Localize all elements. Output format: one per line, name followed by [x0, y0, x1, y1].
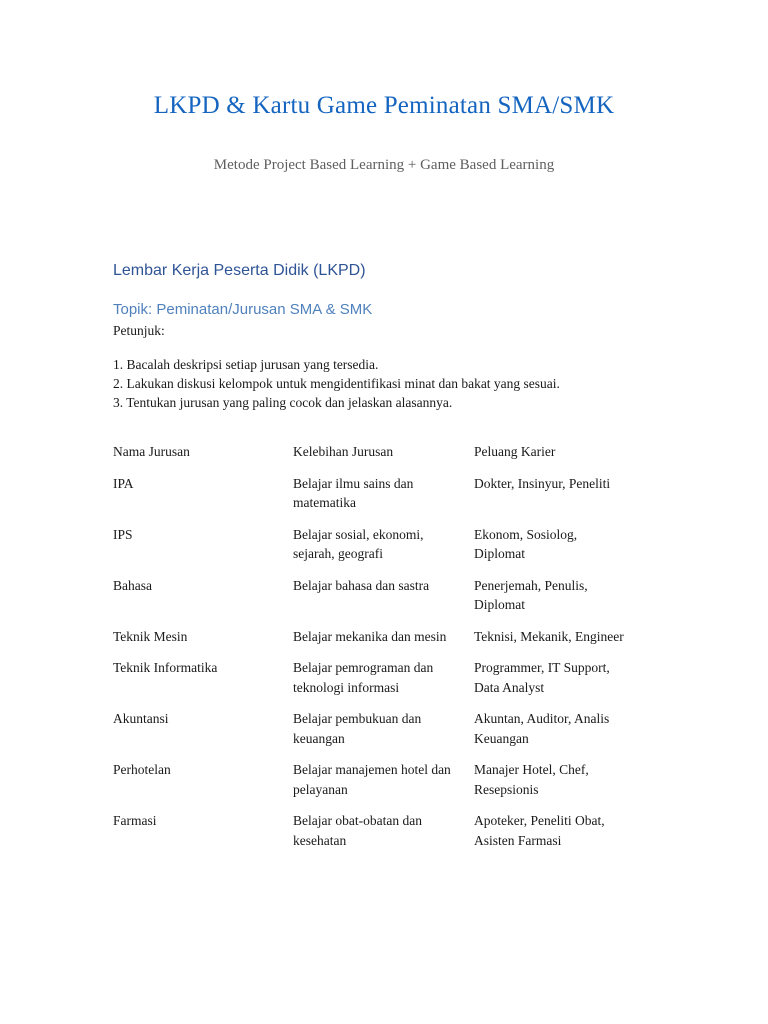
cell-career-opportunity	[474, 760, 639, 811]
cell-text: IPA	[113, 475, 134, 491]
instructions-list	[113, 355, 560, 412]
table-row	[113, 811, 639, 862]
cell-major-advantage	[293, 627, 474, 659]
cell-major-name	[113, 709, 293, 760]
column-header-major-name	[113, 442, 293, 474]
cell-major-name	[113, 627, 293, 659]
table-row	[113, 658, 639, 709]
column-header-career-opportunity	[474, 442, 639, 474]
table-row	[113, 760, 639, 811]
column-header-major-advantage	[293, 442, 474, 474]
instruction-item: 2. Lakukan diskusi kelompok untuk mengidentifikasi minat dan bakat yang sesuai.	[113, 376, 560, 391]
document-subtitle: Metode Project Based Learning + Game Based Learning	[213, 157, 555, 173]
cell-text: Belajar manajemen hotel dan pelayanan	[293, 762, 451, 797]
cell-major-name	[113, 811, 293, 862]
cell-text: Apoteker, Peneliti Obat, Asisten Farmasi	[474, 813, 605, 848]
cell-text: Belajar sosial, ekonomi, sejarah, geografi	[293, 526, 424, 561]
cell-major-advantage	[293, 576, 474, 627]
cell-career-opportunity	[474, 627, 639, 659]
cell-major-advantage	[293, 525, 474, 576]
cell-major-name	[113, 474, 293, 525]
instructions-label: Petunjuk:	[113, 323, 165, 338]
cell-text: Teknik Mesin	[113, 628, 188, 644]
cell-text: Manajer Hotel, Chef, Resepsionis	[474, 762, 589, 797]
cell-text: Belajar pemrograman dan teknologi informasi	[293, 660, 434, 695]
cell-career-opportunity	[474, 658, 639, 709]
cell-major-advantage	[293, 658, 474, 709]
topic-heading: Topik: Peminatan/Jurusan SMA & SMK	[113, 301, 373, 318]
column-header-text: Nama Jurusan	[113, 444, 190, 459]
cell-major-name	[113, 525, 293, 576]
cell-career-opportunity	[474, 525, 639, 576]
cell-text: Teknik Informatika	[113, 660, 218, 675]
table-row	[113, 576, 639, 627]
cell-career-opportunity	[474, 811, 639, 862]
cell-text: Dokter, Insinyur, Peneliti	[474, 475, 611, 491]
cell-major-advantage	[293, 811, 474, 862]
table-row	[113, 525, 639, 576]
cell-text: Belajar bahasa dan sastra	[293, 577, 430, 593]
cell-text: IPS	[113, 526, 133, 542]
cell-text: Belajar ilmu sains dan matematika	[293, 475, 414, 510]
cell-text: Akuntansi	[113, 711, 169, 726]
cell-text: Perhotelan	[113, 762, 171, 777]
column-header-text: Peluang Karier	[474, 444, 556, 459]
cell-text: Akuntan, Auditor, Analis Keuangan	[474, 711, 610, 746]
cell-text: Ekonom, Sosiolog, Diplomat	[474, 526, 578, 561]
cell-major-name	[113, 760, 293, 811]
cell-text: Belajar pembukuan dan keuangan	[293, 711, 422, 746]
cell-text: Belajar mekanika dan mesin	[293, 628, 447, 644]
cell-major-advantage	[293, 709, 474, 760]
cell-career-opportunity	[474, 474, 639, 525]
column-header-text: Kelebihan Jurusan	[293, 444, 394, 459]
instruction-item: 1. Bacalah deskripsi setiap jurusan yang tersedia.	[113, 357, 379, 372]
table-header-row	[113, 442, 639, 474]
cell-major-advantage	[293, 760, 474, 811]
cell-major-name	[113, 658, 293, 709]
table-row	[113, 474, 639, 525]
instruction-item: 3. Tentukan jurusan yang paling cocok dan jelaskan alasannya.	[113, 395, 453, 410]
cell-text: Penerjemah, Penulis, Diplomat	[474, 577, 588, 612]
table-row	[113, 709, 639, 760]
table-row	[113, 627, 639, 659]
cell-text: Farmasi	[113, 813, 157, 828]
cell-career-opportunity	[474, 709, 639, 760]
section-heading: Lembar Kerja Peserta Didik (LKPD)	[113, 262, 366, 279]
cell-text: Teknisi, Mekanik, Engineer	[474, 628, 624, 644]
cell-text: Bahasa	[113, 577, 152, 593]
document-title: LKPD & Kartu Game Peminatan SMA/SMK	[153, 92, 615, 119]
cell-text: Belajar obat-obatan dan kesehatan	[293, 813, 422, 848]
cell-text: Programmer, IT Support, Data Analyst	[474, 660, 610, 695]
cell-major-advantage	[293, 474, 474, 525]
major-career-table	[113, 442, 639, 862]
cell-career-opportunity	[474, 576, 639, 627]
cell-major-name	[113, 576, 293, 627]
